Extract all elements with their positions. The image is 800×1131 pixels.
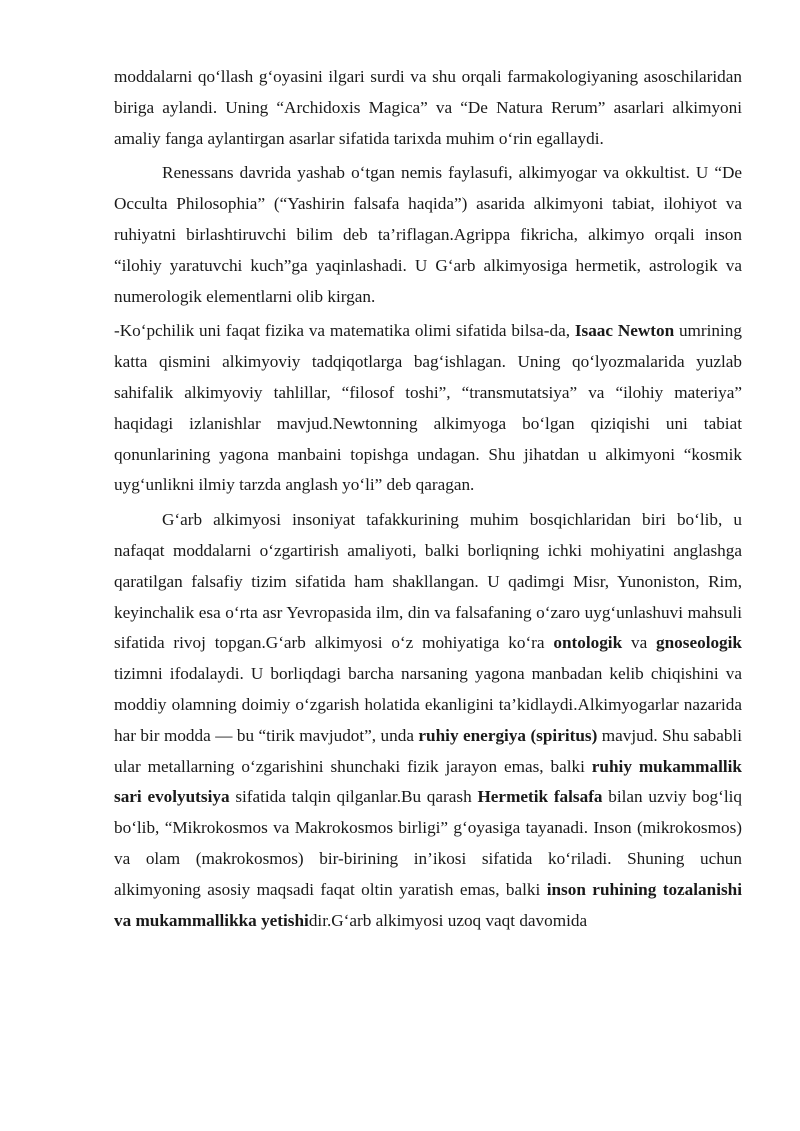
text-run: mavjud. Shu sababli ular metallarning o‘zgarishini shunchaki fizik jarayon emas, balki: [114, 725, 742, 776]
paragraph: [114, 505, 742, 936]
paragraph: [114, 158, 742, 312]
text-run: tizimni ifodalaydi. U borliqdagi barcha narsaning yagona manbadan kelib chiqishini va moddiy olamning doimiy o‘zgarish holatida ekanligini ta’kidlaydi.Alkimyogarlar nazarida har bir modda — bu “tirik mavjudot”, unda: [114, 664, 742, 745]
text-run: sifatida talqin qilganlar.Bu qarash: [229, 787, 478, 807]
bold-term: ontologik: [553, 633, 623, 653]
bold-term: ruhiy energiya (spiritus): [418, 725, 598, 745]
paragraph: [114, 62, 742, 154]
text-run: umrining katta qismini alkimyoviy tadqiqotlarga bag‘ishlagan. Uning qo‘lyozmalarida yuzlab sahifalik alkimyoviy tahlillar, “filosof toshi”, “transmutatsiya” va “ilohiy materiya” haqidagi izlanishlar mavjud.Newtonning alkimyoga bo‘lgan qiziqishi uni tabiat qonunlarining yagona manbaini topishga undagan. Shu jihatdan u alkimyoni “kosmik uyg‘unlikni ilmiy tarzda anglash yo‘li” deb qaragan.: [114, 321, 742, 495]
text-run: moddalarni qo‘llash g‘oyasini ilgari surdi va shu orqali farmakologiyaning asoschilaridan biriga aylandi. Uning “Archidoxis Magica” va “De Natura Rerum” asarlari alkimyoni amaliy fanga aylantirgan asarlar sifatida tarixda muhim o‘rin egallaydi.: [114, 67, 742, 148]
text-run: -Ko‘pchilik uni faqat fizika va matematika olimi sifatida bilsa-da,: [114, 321, 575, 341]
bold-term: Hermetik falsafa: [477, 787, 603, 807]
bold-term: inson ruhining tozalanishi va mukammallikka yetishi: [114, 879, 742, 930]
text-run: Renessans davrida yashab o‘tgan nemis faylasufi, alkimyogar va okkultist. U “De Occulta Philosophia” (“Yashirin falsafa haqida”) asarida alkimyoni tabiat, ilohiyot va ruhiyatni birlashtiruvchi bilim deb ta’riflagan.Agrippa fikricha, alkimyo orqali inson “ilohiy yaratuvchi kuch”ga yaqinlashadi. U G‘arb alkimyosiga hermetik, astrologik va numerologik elementlarni olib kirgan.: [114, 163, 742, 306]
text-run: G‘arb alkimyosi insoniyat tafakkurining muhim bosqichlaridan biri bo‘lib, u nafaqat moddalarni o‘zgartirish amaliyoti, balki borliqning ichki mohiyatini anglashga qaratilgan falsafiy tizim sifatida ham shakllangan. U qadimgi Misr, Yunoniston, Rim, keyinchalik esa o‘rta asr Yevropasida ilm, din va falsafaning o‘zaro uyg‘unlashuvi mahsuli sifatida rivoj topgan.G‘arb alkimyosi o‘z mohiyatiga ko‘ra: [114, 510, 742, 653]
paragraph: [114, 316, 742, 501]
text-run: dir.G‘arb alkimyosi uzoq vaqt davomida: [308, 910, 588, 930]
bold-term: gnoseologik: [656, 633, 742, 653]
text-run: va: [622, 633, 657, 653]
bold-term: Isaac Newton: [574, 321, 675, 341]
bold-term: ruhiy mukammallik sari evolyutsiya: [114, 756, 742, 807]
text-run: bilan uzviy bog‘liq bo‘lib, “Mikrokosmos va Makrokosmos birligi” g‘oyasiga tayanadi. Inson (mikrokosmos) va olam (makrokosmos) bir-birining in’ikosi sifatida ko‘riladi. Shuning uchun alkimyoning asosiy maqsadi faqat oltin yaratish emas, balki: [114, 787, 743, 899]
